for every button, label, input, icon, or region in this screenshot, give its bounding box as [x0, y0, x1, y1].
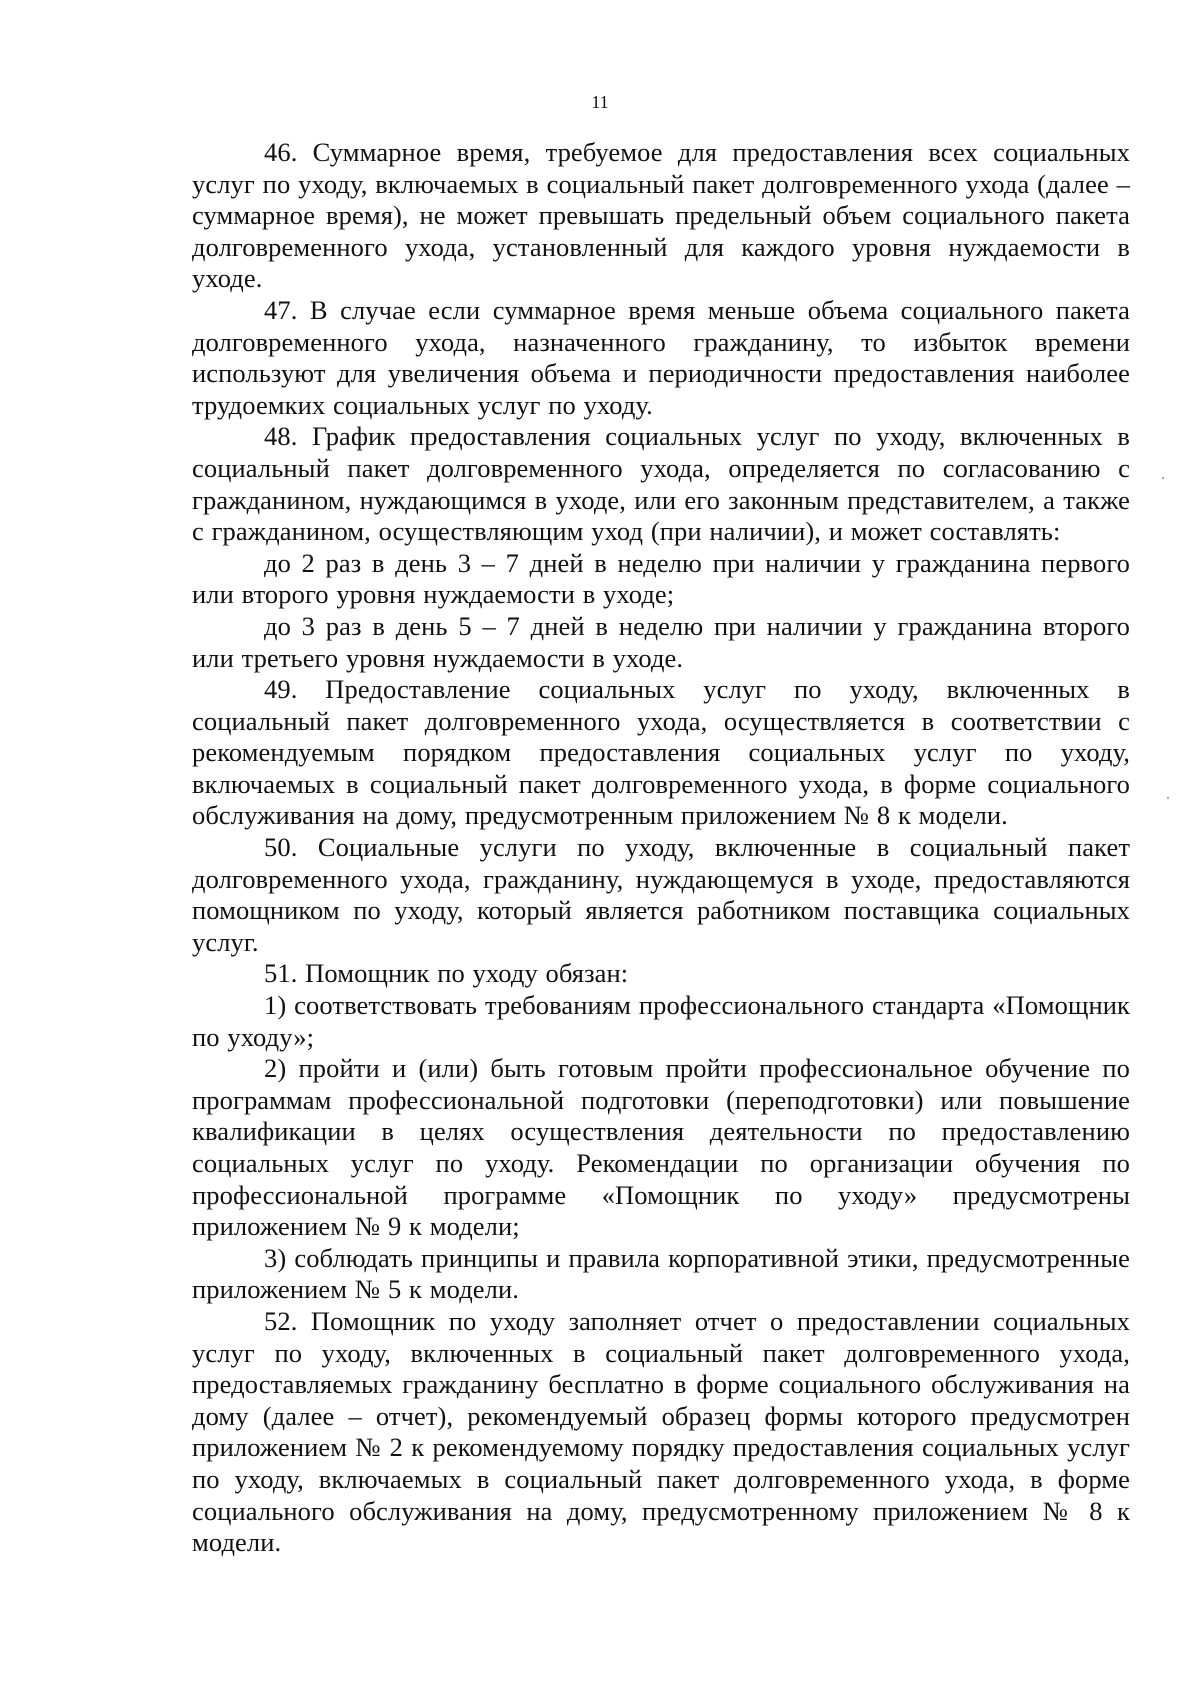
paragraph-48-item-1: до 2 раз в день 3 – 7 дней в неделю при наличии у гражданина первого или второго уровня нуждаемости в уходе;: [192, 547, 1130, 610]
paragraph-47: 47. В случае если суммарное время меньше объема социального пакета долговременного ухода, назначенного гражданину, то избыток времени используют для увеличения объема и периодичности предоставления наиболее трудоемких социальных услуг по уходу.: [192, 294, 1130, 420]
paragraph-51-item-2: 2) пройти и (или) быть готовым пройти профессиональное обучение по программам профессиональной подготовки (переподготовки) или повышение квалификации в целях осуществления деятельности по предоставлению социальных услуг по уходу. Рекомендации по организации обучения по профессиональной программе «Помощник по уходу» предусмотрены приложением № 9 к модели;: [192, 1053, 1130, 1242]
document-body: [192, 137, 1130, 1559]
paragraph-46: 46. Суммарное время, требуемое для предоставления всех социальных услуг по уходу, включаемых в социальный пакет долговременного ухода (далее – суммарное время), не может превышать предельный объем социального пакета долговременного ухода, установленный для каждого уровня нуждаемости в уходе.: [192, 137, 1130, 294]
paragraph-48-item-2: до 3 раз в день 5 – 7 дней в неделю при наличии у гражданина второго или третьего уровня нуждаемости в уходе.: [192, 610, 1130, 673]
paragraph-51-item-1: 1) соответствовать требованиям профессионального стандарта «Помощник по уходу»;: [192, 990, 1130, 1052]
paragraph-49: 49. Предоставление социальных услуг по уходу, включенных в социальный пакет долговременного ухода, осуществляется в соответствии с рекомендуемым порядком предоставления социальных услуг по уходу, включаемых в социальный пакет долговременного ухода, в форме социального обслуживания на дому, предусмотренным приложением № 8 к модели.: [192, 674, 1130, 831]
paragraph-51-item-3: 3) соблюдать принципы и правила корпоративной этики, предусмотренные приложением № 5 к модели.: [192, 1242, 1130, 1305]
scan-speck: [1162, 477, 1164, 479]
paragraph-48: 48. График предоставления социальных услуг по уходу, включенных в социальный пакет долговременного ухода, определяется по согласованию с гражданином, нуждающимся в уходе, или его законным представителем, а также с гражданином, осуществляющим уход (при наличии), и может составлять:: [192, 421, 1130, 547]
page-number: 11: [591, 92, 609, 112]
paragraph-50: 50. Социальные услуги по уходу, включенные в социальный пакет долговременного ухода, гражданину, нуждающемуся в уходе, предоставляются помощником по уходу, который является работником поставщика социальных услуг.: [192, 832, 1130, 957]
paragraph-51: 51. Помощник по уходу обязан:: [264, 958, 629, 989]
scan-speck: [1167, 797, 1169, 799]
paragraph-52: 52. Помощник по уходу заполняет отчет о предоставлении социальных услуг по уходу, включенных в социальный пакет долговременного ухода, предоставляемых гражданину бесплатно в форме социального обслуживания на дому (далее – отчет), рекомендуемый образец формы которого предусмотрен приложением № 2 к рекомендуемому порядку предоставления социальных услуг по уходу, включаемых в социальный пакет долговременного ухода, в форме социального обслуживания на дому, предусмотренному приложением № 8 к модели.: [192, 1305, 1130, 1558]
